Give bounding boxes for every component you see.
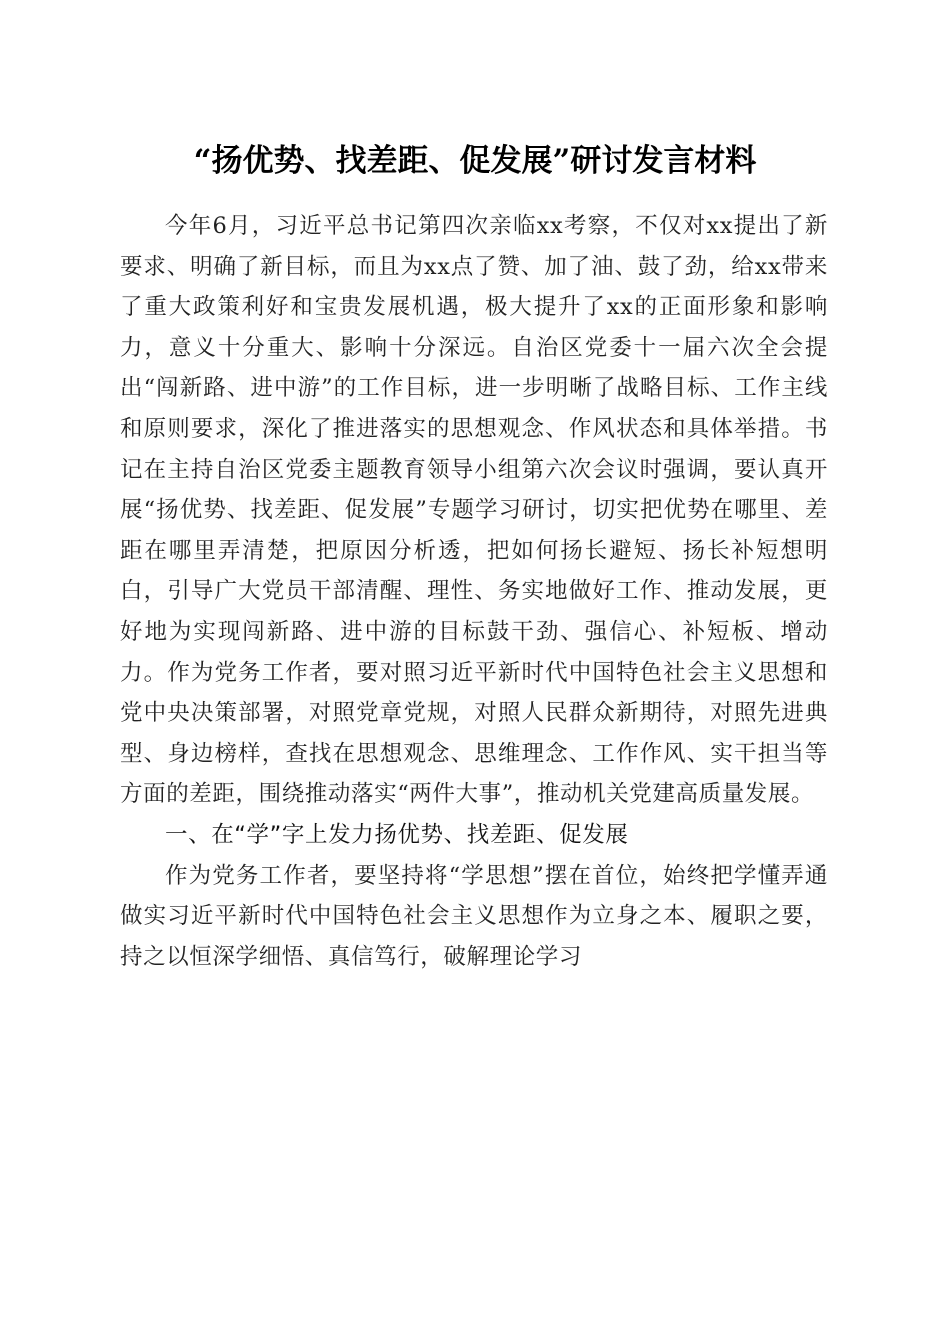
intro-paragraph: 今年6月，习近平总书记第四次亲临xx考察，不仅对xx提出了新要求、明确了新目标，而且为xx点了赞、加了油、鼓了劲，给xx带来了重大政策利好和宝贵发展机遇，极大提升了xx的正面形象和影响力，意义十分重大、影响十分深远。自治区党委十一届六次全会提出“闯新路、进中游”的工作目标，进一步明晰了战略目标、工作主线和原则要求，深化了推进落实的思想观念、作风状态和具体举措。书记在主持自治区党委主题教育领导小组第六次会议时强调，要认真开展“扬优势、找差距、促发展”专题学习研讨，切实把优势在哪里、差距在哪里弄清楚，把原因分析透，把如何扬长避短、扬长补短想明白，引导广大党员干部清醒、理性、务实地做好工作、推动发展，更好地为实现闯新路、进中游的目标鼓干劲、强信心、补短板、增动力。作为党务工作者，要对照习近平新时代中国特色社会主义思想和党中央决策部署，对照党章党规，对照人民群众新期待，对照先进典型、身边榜样，查找在思想观念、思维理念、工作作风、实干担当等方面的差距，围绕推动落实“两件大事”，推动机关党建高质量发展。: [120, 213, 828, 808]
document-title: “扬优势、找差距、促发展”研讨发言材料: [193, 143, 757, 179]
section-heading-1: 一、在“学”字上发力扬优势、找差距、促发展: [165, 821, 629, 848]
document-body: [120, 206, 828, 977]
section-1-paragraph: 作为党务工作者，要坚持将“学思想”摆在首位，始终把学懂弄通做实习近平新时代中国特色社会主义思想作为立身之本、履职之要，持之以恒深学细悟、真信笃行，破解理论学习: [120, 862, 828, 970]
